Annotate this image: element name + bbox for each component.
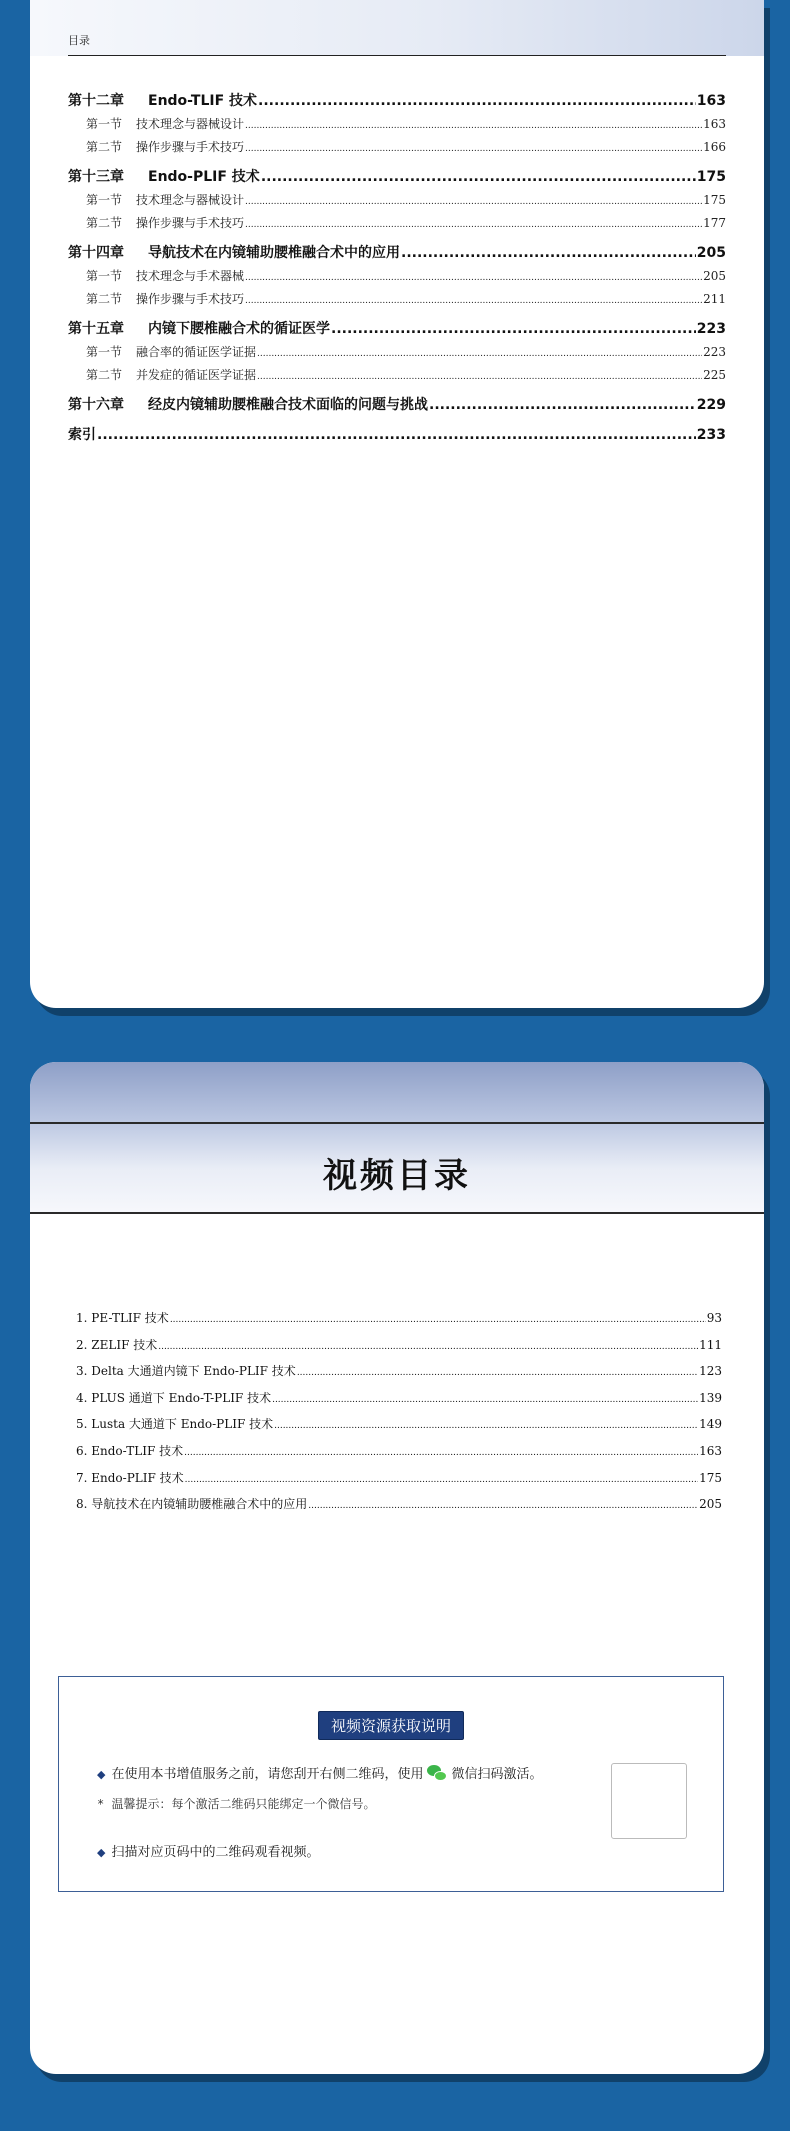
- video-list-item[interactable]: [76, 1336, 722, 1354]
- dot-leader: [245, 117, 702, 131]
- toc-entry-number: 第二节: [86, 140, 123, 154]
- toc-entry-number: 第一节: [86, 345, 123, 359]
- toc-chapter-row[interactable]: [68, 394, 726, 414]
- toc-section-row[interactable]: [68, 138, 726, 156]
- instruction-scan-text: 扫描对应页码中的二维码观看视频。: [111, 1845, 320, 1860]
- toc-section-row[interactable]: [68, 214, 726, 232]
- toc-entry-number: 第十二章: [68, 93, 124, 109]
- video-page-number: 93: [706, 1311, 722, 1325]
- video-title: 8. 导航技术在内镜辅助腰椎融合术中的应用: [76, 1497, 308, 1512]
- dot-leader: [401, 245, 696, 261]
- toc-page-number: 223: [696, 321, 726, 337]
- video-page-number: 205: [699, 1497, 722, 1512]
- dot-leader: [245, 193, 702, 207]
- toc-entry-number: 第一节: [86, 193, 123, 207]
- toc-page-number: 175: [696, 169, 726, 185]
- video-page-number: 139: [699, 1390, 722, 1405]
- dot-leader: [272, 1391, 698, 1405]
- toc-entry-title: 融合率的循证医学证据: [136, 345, 257, 359]
- toc-page: [30, 0, 764, 1008]
- toc-list: [68, 84, 726, 444]
- video-title: 2. ZELIF 技术: [76, 1337, 158, 1352]
- video-page-number: 111: [699, 1337, 722, 1352]
- instruction-text-end: 微信扫码激活。: [451, 1767, 543, 1782]
- video-page: [30, 1062, 764, 2074]
- video-title: 6. Endo-TLIF 技术: [76, 1443, 184, 1458]
- toc-page-number: 225: [703, 368, 726, 382]
- toc-entry-number: 第十四章: [68, 245, 124, 261]
- video-title: 3. Delta 大通道内镜下 Endo-PLIF 技术: [76, 1364, 296, 1379]
- toc-section-row[interactable]: [68, 343, 726, 361]
- instruction-text-start: 在使用本书增值服务之前，请您刮开右侧二维码，使用: [111, 1767, 424, 1782]
- notice-title: 视频资源获取说明: [318, 1711, 464, 1740]
- diamond-bullet-icon: ◆: [97, 1846, 106, 1859]
- toc-header-rule: [68, 55, 726, 56]
- toc-entry-number: 第十五章: [68, 321, 124, 337]
- video-title: 1. PE-TLIF 技术: [76, 1311, 169, 1325]
- toc-header-band: [30, 0, 764, 56]
- toc-section-row[interactable]: [68, 191, 726, 209]
- dot-leader: [429, 397, 696, 413]
- toc-page-number: 163: [696, 93, 726, 109]
- toc-entry-number: 第二节: [86, 368, 123, 382]
- wechat-icon: [427, 1765, 447, 1782]
- toc-section-row[interactable]: [68, 115, 726, 133]
- toc-entry-title: 操作步骤与手术技巧: [136, 216, 245, 230]
- toc-entry-number: 第十三章: [68, 169, 124, 185]
- video-page-number: 123: [699, 1364, 722, 1379]
- toc-chapter-row[interactable]: [68, 166, 726, 186]
- dot-leader: [245, 216, 702, 230]
- toc-entry-title: 操作步骤与手术技巧: [136, 140, 245, 154]
- toc-entry-title: 技术理念与器械设计: [136, 117, 245, 131]
- dot-leader: [245, 269, 702, 283]
- dot-leader: [274, 1417, 698, 1431]
- toc-page-number: 223: [703, 345, 726, 359]
- toc-entry-title: 技术理念与器械设计: [136, 193, 245, 207]
- video-title: 4. PLUS 通道下 Endo-T-PLIF 技术: [76, 1390, 272, 1405]
- dot-leader: [331, 321, 696, 337]
- toc-entry-number: 第十六章: [68, 397, 124, 413]
- toc-entry-title: 技术理念与手术器械: [136, 269, 245, 283]
- video-page-number: 175: [699, 1470, 722, 1485]
- notice-instruction-scan: [97, 1841, 319, 1860]
- video-access-notice: [58, 1676, 724, 1892]
- toc-page-number: 211: [703, 292, 726, 306]
- dot-leader: [257, 345, 702, 359]
- toc-entry-title: 内镜下腰椎融合术的循证医学: [148, 321, 330, 337]
- toc-entry-title: 导航技术在内镜辅助腰椎融合术中的应用: [148, 245, 400, 261]
- toc-page-number: 229: [696, 397, 726, 413]
- toc-entry-title: 经皮内镜辅助腰椎融合技术面临的问题与挑战: [148, 397, 428, 413]
- video-list-item[interactable]: [76, 1389, 722, 1407]
- toc-page-number: 177: [703, 216, 726, 230]
- toc-running-header: 目录: [68, 34, 90, 47]
- dot-leader: [245, 292, 702, 306]
- notice-tip: * 温馨提示：每个激活二维码只能绑定一个微信号。: [97, 1797, 376, 1811]
- video-page-title: 视频目录: [323, 1156, 471, 1196]
- diamond-bullet-icon: ◆: [97, 1768, 106, 1781]
- dot-leader: [245, 140, 702, 154]
- dot-leader: [184, 1444, 698, 1458]
- dot-leader: [261, 169, 696, 185]
- video-page-number: 149: [699, 1417, 722, 1432]
- toc-page-number: 163: [703, 117, 726, 131]
- dot-leader: [257, 368, 702, 382]
- toc-section-row[interactable]: [68, 366, 726, 384]
- toc-chapter-row[interactable]: [68, 424, 726, 444]
- video-list: [76, 1309, 722, 1522]
- notice-instruction-activate: [97, 1763, 543, 1782]
- toc-entry-title: 操作步骤与手术技巧: [136, 292, 245, 306]
- toc-section-row[interactable]: [68, 290, 726, 308]
- video-list-item[interactable]: [76, 1415, 722, 1433]
- toc-entry-title: 并发症的循证医学证据: [136, 368, 257, 382]
- scratch-qr-code-area[interactable]: [611, 1763, 687, 1839]
- toc-entry-number: 第二节: [86, 216, 123, 230]
- dot-leader: [185, 1471, 698, 1485]
- header-rule-top: [30, 1122, 764, 1124]
- toc-section-row[interactable]: [68, 267, 726, 285]
- toc-entry-number: 第二节: [86, 292, 123, 306]
- video-list-item[interactable]: [76, 1469, 722, 1487]
- dot-leader: [308, 1497, 698, 1511]
- dot-leader: [158, 1338, 698, 1352]
- video-page-number: 163: [699, 1443, 722, 1458]
- toc-page-number: 233: [696, 427, 726, 443]
- toc-page-number: 175: [703, 193, 726, 207]
- video-title: 5. Lusta 大通道下 Endo-PLIF 技术: [76, 1417, 274, 1432]
- dot-leader: [297, 1364, 698, 1378]
- video-list-item[interactable]: [76, 1495, 722, 1513]
- video-list-item[interactable]: [76, 1442, 722, 1460]
- toc-entry-title: Endo-PLIF 技术: [148, 169, 260, 185]
- video-list-item[interactable]: [76, 1362, 722, 1380]
- dot-leader: [97, 427, 696, 443]
- toc-entry-title: Endo-TLIF 技术: [148, 93, 258, 109]
- header-rule-bottom: [30, 1212, 764, 1214]
- toc-chapter-row[interactable]: [68, 90, 726, 110]
- dot-leader: [258, 93, 696, 109]
- toc-entry-number: 第一节: [86, 117, 123, 131]
- toc-page-number: 205: [696, 245, 726, 261]
- video-title: 7. Endo-PLIF 技术: [76, 1470, 184, 1485]
- toc-page-number: 166: [703, 140, 726, 154]
- toc-entry-number: 第一节: [86, 269, 123, 283]
- toc-chapter-row[interactable]: [68, 318, 726, 338]
- toc-entry-title: 索引: [68, 427, 96, 443]
- toc-page-number: 205: [703, 269, 726, 283]
- video-list-item[interactable]: [76, 1309, 722, 1327]
- toc-chapter-row[interactable]: [68, 242, 726, 262]
- dot-leader: [170, 1311, 706, 1325]
